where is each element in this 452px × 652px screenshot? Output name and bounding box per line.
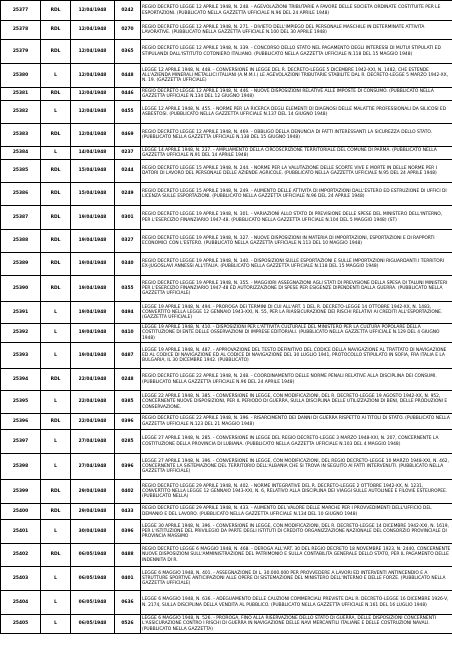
act-type: L: [41, 324, 71, 343]
act-type: RDL: [41, 206, 71, 230]
record-number: 25386: [1, 183, 41, 206]
act-type: L: [41, 302, 71, 324]
page-ref: 0433: [115, 504, 141, 520]
page-ref: 0301: [115, 206, 141, 230]
act-title: LEGGE 6 MAGGIO 1948, N. 526. - PROROGA, FINO ALLA RISERVAZIONE DELLO STATO DI GUERRA, DELLE DISPOSIZIONI CONCERNENTI L'ASSICURAZIONE CONTRO I RISCHI DI GUERRA IN NAVIGAZIONE DELLE NAVI MERCANTILI ITALIANE E DELLE COSTRUZIONI NAVALI. (PUBBLICATO NELLA GAZZETTA): [141, 615, 452, 634]
act-date: 27/04/1948: [71, 454, 115, 480]
act-type: RDL: [41, 544, 71, 567]
table-row: [1, 101, 452, 124]
record-number: 25405: [1, 615, 41, 634]
table-row: [1, 567, 452, 591]
act-date: 27/04/1948: [71, 430, 115, 454]
act-type: L: [41, 343, 71, 369]
page-ref: 0327: [115, 230, 141, 253]
page-ref: 0270: [115, 21, 141, 40]
record-number: 25384: [1, 147, 41, 160]
act-type: RDL: [41, 40, 71, 64]
act-date: 06/05/1948: [71, 591, 115, 615]
act-title: LEGGE 27 APRILE 1948, N. 285. - CONVERSIONE IN LEGGE DEL REGIO DECRETO-LEGGE 3 MARZO 1948-XXI, N. 207, CONCERNENTE LA COSTITUZIONE DELLA PROVINCIA DI LUBIANA. (PUBBLICATO NELLA GAZZETTA UFFICIALE N.103 DEL 4 MAGGIO 1948): [141, 430, 452, 454]
table-row: [1, 147, 452, 160]
table-row: [1, 430, 452, 454]
table-row: [1, 454, 452, 480]
page-ref: 0340: [115, 253, 141, 276]
act-date: 12/04/1948: [71, 88, 115, 101]
act-title: LEGGE 19 APRILE 1948, N. 487. - APPROVAZIONE DEL TESTO DEFINITIVO DEL CODICE DELLA NAVIGAZIONE AL TRATTATO DI NAVIGAZIONE ED AL CODICE DI NAVIGAZIONE ED AL CODICE DI NAVIGAZIONE DEL 30 LUGLIO 1941, PROTOCOLLO STIPULATO IN SOFIA, FRA ITALIA E LA BULGARIA, IL 30 DICEMBRE 1942. (PUBBLICATO): [141, 343, 452, 369]
record-number: 25394: [1, 369, 41, 391]
record-number: 25392: [1, 324, 41, 343]
page-ref: 0402: [115, 480, 141, 504]
table-row: [1, 183, 452, 206]
act-type: RDL: [41, 230, 71, 253]
act-title: LEGGE 30 APRILE 1948, N. 396. - CONVERSIONE IN LEGGE, CON MODIFICAZIONI, DEL R. DECRETO-LEGGE 14 DICEMBRE 1942-XXI, N. 1619, PER L'ISTITUZIONE DEL PRIVILEGIO DA PARTE DEGLI ISTITUTI DI CREDITO ORGANIZZAZIONE NAZIONALE DEL CONSORZIO PROVINCIALE DI PROVINCIA MASSIMO: [141, 520, 452, 544]
table-row: [1, 1, 452, 21]
page-ref: 0355: [115, 276, 141, 302]
act-type: RDL: [41, 369, 71, 391]
table-row: [1, 276, 452, 302]
act-type: L: [41, 101, 71, 124]
record-number: 25382: [1, 101, 41, 124]
act-type: L: [41, 64, 71, 88]
act-date: 06/05/1948: [71, 544, 115, 567]
act-title: REGIO DECRETO LEGGE 12 APRILE 1948, N. 469. - OBBLIGO DELLA DENUNCIA DI FATTI INTERESSANTI LA SICUREZZA DELLO STATO. (PUBBLICATO NELLA GAZZETTA UFFICIALE N.138 DEL 15 GIUGNO 1948): [141, 124, 452, 147]
act-date: 12/04/1948: [71, 40, 115, 64]
record-number: 25381: [1, 88, 41, 101]
act-type: L: [41, 454, 71, 480]
act-date: 12/04/1948: [71, 124, 115, 147]
page-ref: 0469: [115, 124, 141, 147]
record-number: 25383: [1, 124, 41, 147]
act-type: L: [41, 391, 71, 414]
record-number: 25403: [1, 567, 41, 591]
table-row: [1, 414, 452, 430]
page-ref: 0248: [115, 369, 141, 391]
act-title: REGIO DECRETO LEGGE 19 APRILE 1948, N. 355. - MAGGIORI ASSEGNAZIONI AGLI STATI DI PREVISIONE DELLA SPESA DI TALUNI MINISTERI PER L'ESERCIZIO FINANZIARIO 1947-48 ED AUTORIZZAZIONE DI SPESE PER ESIGENZE DIPENDENTI DALLA GUERRA. (PUBBLICATO NELLA GAZZETTA UFFICIALE): [141, 276, 452, 302]
table-row: [1, 591, 452, 615]
act-type: RDL: [41, 183, 71, 206]
act-date: 19/04/1948: [71, 230, 115, 253]
act-type: RDL: [41, 21, 71, 40]
act-type: L: [41, 615, 71, 634]
act-title: REGIO DECRETO LEGGE 12 APRILE 1948, N. 446. - NUOVE DISPOSIZIONI RELATIVE ALLE IMPOSTE DI CONSUMO. (PUBBLICATO NELLA GAZZETTA UFFICIALE N.134 DEL 12 GIUGNO 1948): [141, 88, 452, 101]
act-type: RDL: [41, 124, 71, 147]
page-ref: 0285: [115, 430, 141, 454]
table-row: [1, 230, 452, 253]
record-number: 25397: [1, 430, 41, 454]
record-number: 25380: [1, 64, 41, 88]
page-ref: 0526: [115, 615, 141, 634]
act-date: 19/04/1948: [71, 302, 115, 324]
act-type: RDL: [41, 160, 71, 183]
act-date: 12/04/1948: [71, 1, 115, 21]
table-row: [1, 160, 452, 183]
act-date: 19/04/1948: [71, 253, 115, 276]
act-date: 22/04/1948: [71, 369, 115, 391]
record-number: 25404: [1, 591, 41, 615]
act-title: REGIO DECRETO LEGGE 29 APRILE 1948, N. 402. - NORME INTEGRATIVE DEL R. DECRETO-LEGGE 2 OTTOBRE 1942-XX, N. 1231, CONVERTITO NELLA LEGGE 12 GENNAIO 1943-XXI, N. 6, RELATIVO ALLA DISCIPLINA DEI VIAGGI SULLE AUTOLINEE E FILOVIE ESTEUROPEE. (PUBBLICATO NELLA): [141, 480, 452, 504]
page-ref: 0244: [115, 160, 141, 183]
record-number: 25399: [1, 480, 41, 504]
page-ref: 0396: [115, 520, 141, 544]
act-title: LEGGE 22 APRILE 1948, N. 385. - CONVERSIONE IN LEGGE, CON MODIFICAZIONI, DEL R. DECRETO-LEGGE 19 AGOSTO 1942-XX, N. 952, CONCERNENTE NUOVE DISPOSIZIONI, PER IL PERIODO DI GUERRA, SULLA DISCIPLINA DELLE UTILIZZAZIONI DI BENI, DELLE PRODUZIONI E CONSERVAZIONE.: [141, 391, 452, 414]
act-date: 06/05/1948: [71, 615, 115, 634]
act-date: 12/04/1948: [71, 101, 115, 124]
page-ref: 0448: [115, 64, 141, 88]
record-number: 25379: [1, 40, 41, 64]
record-number: 25390: [1, 276, 41, 302]
act-title: REGIO DECRETO LEGGE 19 APRILE 1948, N. 327. - NUOVE DISPOSIZIONI IN MATERIA DI IMPORTAZIONI, ESPORTAZIONI E DI RAPPORTI ECONOMICI CON L'ESTERO. (PUBBLICATO NELLA GAZZETTA UFFICIALE N.113 DEL 10 MAGGIO 1948): [141, 230, 452, 253]
act-date: 12/04/1948: [71, 64, 115, 88]
table-row: [1, 21, 452, 40]
record-number: 25387: [1, 206, 41, 230]
table-row: [1, 124, 452, 147]
table-row: [1, 343, 452, 369]
table-row: [1, 520, 452, 544]
table-row: [1, 206, 452, 230]
act-date: 15/04/1948: [71, 183, 115, 206]
act-type: RDL: [41, 276, 71, 302]
act-date: 06/05/1948: [71, 567, 115, 591]
record-number: 25400: [1, 504, 41, 520]
page-ref: 0396: [115, 414, 141, 430]
page-ref: 0242: [115, 1, 141, 21]
act-type: RDL: [41, 480, 71, 504]
act-title: REGIO DECRETO LEGGE 29 APRILE 1948, N. 433. - AUMENTO DEL VALORE DELLE MARCHE PER I PROVVEDIMENTI DELL'UFFICIO DEL DEMANIO E DEL LAVORO. (PUBBLICATO NELLA GAZZETTA UFFICIALE N.134 DEL 10 GIUGNO 1948): [141, 504, 452, 520]
record-number: 25385: [1, 160, 41, 183]
record-number: 25402: [1, 544, 41, 567]
table-row: [1, 615, 452, 634]
table-row: [1, 253, 452, 276]
act-title: REGIO DECRETO LEGGE 22 APRILE 1948, N. 248. - COORDINAMENTO DELLE NORME PENALI RELATIVE ALLA DISCIPLINA DEI CONSUMI. (PUBBLICATO NELLA GAZZETTA UFFICIALE N.96 DEL 24 APRILE 1948): [141, 369, 452, 391]
act-type: L: [41, 520, 71, 544]
page-ref: 0410: [115, 324, 141, 343]
page-ref: 0488: [115, 544, 141, 567]
act-date: 14/04/1948: [71, 147, 115, 160]
table-row: [1, 302, 452, 324]
record-number: 25378: [1, 21, 41, 40]
table-row: [1, 504, 452, 520]
act-title: LEGGE 12 APRILE 1948, N. 455. - NORME PER LA RICERCA DEGLI ELEMENTI DI DIAGNOSI DELLE MALATTIE PROFESSIONALI DA SILICOSI ED ASBESTOSI. (PUBBLICATO NELLA GAZZETTA UFFICIALE N.137 DEL 14 GIUGNO 1948): [141, 101, 452, 124]
act-type: RDL: [41, 504, 71, 520]
act-type: L: [41, 430, 71, 454]
act-title: LEGGE 27 APRILE 1948, N. 396. - CONVERSIONE IN LEGGE, CON MODIFICAZIONI, DEL REGIO DECRETO-LEGGE 10 MARZO 1948-XXI, N. 462, CONCERNENTE LA SISTEMAZIONE DEL TERRITORIO DELL'ALBANIA CHE SI TROVA IN SEGUITO AI FATTI INTERVENUTI. (PUBBLICATO NELLA GAZZETTA UFFICIALE): [141, 454, 452, 480]
table-row: [1, 64, 452, 88]
act-date: 15/04/1948: [71, 160, 115, 183]
act-date: 29/04/1948: [71, 480, 115, 504]
act-title: REGIO DECRETO LEGGE 12 APRILE 1948, N. 248. - AGEVOLAZIONI TRIBUTARIE A FAVORE DELLE SOCIETA ORDINATE COSTITUITE PER LE ESPORTAZIONI. (PUBBLICATO NELLA GAZZETTA UFFICIALE N.96 DEL 24 APRILE 1948): [141, 1, 452, 21]
table-row: [1, 40, 452, 64]
act-date: 19/04/1948: [71, 343, 115, 369]
act-title: LEGGE 19 APRILE 1948, N. 494. - PROROGA DEI TERMINI DI CUI ALL'ART. 1 DEL R. DECRETO-LEGGE 14 OTTOBRE 1942-XX, N. 1483, CONVERTITO NELLA LEGGE 12 GENNAIO 1943-XXI, N. 55, PER LA RIASSICURAZIONE DEI RISCHI RELATIVI AI CREDITI ALL'ESPORTAZIONE. (GAZZETTA UFFICIALE): [141, 302, 452, 324]
act-title: REGIO DECRETO LEGGE 19 APRILE 1948, N. 301. - VARIAZIONI ALLO STATO DI PREVISIONE DELLE SPESE DEL MINISTERO DELL'INTERNO, PER L'ESERCIZIO FINANZIARIO 1947-48. (PUBBLICATO NELLA GAZZETTA UFFICIALE N.104 DEL 5 MAGGIO 1948) (ST): [141, 206, 452, 230]
record-number: 25388: [1, 230, 41, 253]
act-type: RDL: [41, 88, 71, 101]
act-type: L: [41, 147, 71, 160]
page-ref: 0401: [115, 567, 141, 591]
record-number: 25377: [1, 1, 41, 21]
act-title: REGIO DECRETO LEGGE 15 APRILE 1948, N. 249. - AUMENTO DELLE ATTIVITA DI IMPORTAZIONI DALL'ESTERO ED ESTRUZIONE DI UFFICI DI LICENZA SULLE ESPORTAZIONI. (PUBBLICATO NELLA GAZZETTA UFFICIALE N.96 DEL 24 APRILE 1948): [141, 183, 452, 206]
table-row: [1, 480, 452, 504]
table-row: [1, 88, 452, 101]
act-date: 19/04/1948: [71, 276, 115, 302]
act-title: REGIO DECRETO LEGGE 12 APRILE 1948, N. 271. - DIVIETO DELL'IMPIEGO DEL PERSONALE MASCHILE IN DETERMINATE ATTIVITA LAVORATIVE. (PUBBLICATO NELLA GAZZETTA UFFICIALE N.100 DEL 30 APRILE 1948): [141, 21, 452, 40]
page-ref: 0365: [115, 40, 141, 64]
act-title: LEGGE 12 APRILE 1948, N. 448. - CONVERSIONE IN LEGGE DEL R. DECRETO-LEGGE 5 DICEMBRE 1942-XXI, N. 1482, CHE ESTENDE ALL'AZIENDA MINERALI METALLICI ITALIANI (A.M.M.I.) LE AGEVOLAZIONI TRIBUTARIE STABILITE DAL R. DECRETO-LEGGE 5 MARZO 1942-XX, N. 19. (GAZZETTA UFFICIALE): [141, 64, 452, 88]
act-title: REGIO DECRETO LEGGE 12 APRILE 1948, N. 339. - CONCORSO DELLO STATO NEL PAGAMENTO DEGLI INTERESSI DI MUTUI STIPULATI ED STIPULANDI DALL'ISTITUTO COTONIERO ITALIANO. (PUBBLICATO NELLA GAZZETTA UFFICIALE N.118 DEL 15 MAGGIO 1948): [141, 40, 452, 64]
act-date: 29/04/1948: [71, 504, 115, 520]
act-date: 19/04/1948: [71, 324, 115, 343]
act-title: LEGGE 19 APRILE 1948, N. 410. - DISPOSIZIONI PER L'ATTIVITA CULTURALE DEL MINISTERO PER LA CULTURA POPOLARE DELLA COSTITUZIONE DI ENTE DELLE OSSERVAZIONI DI IMPRESE EDITORIALI. (PUBBLICATO NELLA GAZZETTA UFFICIALE N.129 DEL 4 GIUGNO 1948): [141, 324, 452, 343]
act-date: 22/04/1948: [71, 414, 115, 430]
act-date: 30/04/1948: [71, 520, 115, 544]
page-ref: 0636: [115, 591, 141, 615]
table-row: [1, 544, 452, 567]
act-title: LEGGE 14 APRILE 1948, N. 237. - AMPLIAMENTO DELLA CIRCOSCRIZIONE TERRITORIALE DEL COMUNE DI PARMA. (PUBBLICATO NELLA GAZZETTA UFFICIALE N.91 DEL 14 APRILE 1948): [141, 147, 452, 160]
act-date: 22/04/1948: [71, 391, 115, 414]
page-ref: 0446: [115, 88, 141, 101]
page-ref: 0237: [115, 147, 141, 160]
table-row: [1, 369, 452, 391]
act-title: REGIO DECRETO LEGGE 15 APRILE 1948, N. 244. - NORME PER LA VALUTAZIONE DELLE SCORTE VIVE E MORTE IN DELLE NORME PER I DATORI DI LAVORO DEL PERSONALE DELLE AZIENDE AGRICOLE. (PUBBLICATO NELLA GAZZETTA UFFICIALE N.95 DEL 24 APRILE 1948): [141, 160, 452, 183]
record-number: 25389: [1, 253, 41, 276]
act-title: REGIO DECRETO LEGGE 22 APRILE 1948, N. 396. - RISARCIMENTO DEI DANNI DI GUERRA RISPETTO AI TITOLI DI STATO. (PUBBLICATO NELLA GAZZETTA UFFICIALE N.123 DEL 21 MAGGIO 1948): [141, 414, 452, 430]
act-title: REGIO DECRETO LEGGE 6 MAGGIO 1948, N. 468. - DEROGA ALL'ART. 30 DEL REGIO DECRETO 18 NOVEMBRE 1923, N. 2440, CONCERNENTE NUOVE DISPOSIZIONI SULL'AMMINISTRAZIONE DEL PATRIMONIO E SULLA CONTABILITA GENERALE DELLO STATO, PER IL PAGAMENTO DELLE INDENNITA DI R.: [141, 544, 452, 567]
act-date: 19/04/1948: [71, 206, 115, 230]
act-type: L: [41, 591, 71, 615]
act-title: LEGGE 6 MAGGIO 1948, N. 636. - ADEGUAMENTO DELLE CAUZIONI COMMERCIALI PREVISTE DAL R. DECRETO-LEGGE 16 DICEMBRE 1926-V, N. 2174, SULLA DISCIPLINA DELLA VENDITA AL PUBBLICO. (PUBBLICATO NELLA GAZZETTA UFFICIALE N.161 DEL 16 LUGLIO 1948): [141, 591, 452, 615]
page-ref: 0249: [115, 183, 141, 206]
act-type: L: [41, 567, 71, 591]
act-title: LEGGE 6 MAGGIO 1948, N. 401. - ASSEGNAZIONE DI L. 30.000.000 PER PROVVEDERE A LAVORI ED INTERVENTI ANTINCENDIO E A STRUTTURE SPORTIVE ANTICIPAZIONI ALLE OPERE DI SISTEMAZIONE DEL MINISTERO DELL'INTERNO E DELLE FORZE. (PUBBLICATO NELLA GAZZETTA UFFICIALE): [141, 567, 452, 591]
act-type: RDL: [41, 1, 71, 21]
table-row: [1, 391, 452, 414]
act-title: REGIO DECRETO LEGGE 19 APRILE 1948, N. 340. - DISPOSIZIONI SULLE ESPORTAZIONI E SULLE IMPORTAZIONI RIGUARDANTI I TERRITORI EX-JUGOSLAVI ANNESSI ALL'ITALIA. (PUBBLICATO NELLA GAZZETTA UFFICIALE N.118 DEL 15 MAGGIO 1948): [141, 253, 452, 276]
act-type: RDL: [41, 253, 71, 276]
record-number: 25398: [1, 454, 41, 480]
record-number: 25393: [1, 343, 41, 369]
page-ref: 0396: [115, 454, 141, 480]
page-ref: 0455: [115, 101, 141, 124]
record-number: 25396: [1, 414, 41, 430]
record-number: 25395: [1, 391, 41, 414]
page-ref: 0494: [115, 302, 141, 324]
page-ref: 0385: [115, 391, 141, 414]
act-type: RDL: [41, 414, 71, 430]
table-row: [1, 324, 452, 343]
record-number: 25401: [1, 520, 41, 544]
page-ref: 0487: [115, 343, 141, 369]
act-date: 12/04/1948: [71, 21, 115, 40]
record-number: 25391: [1, 302, 41, 324]
